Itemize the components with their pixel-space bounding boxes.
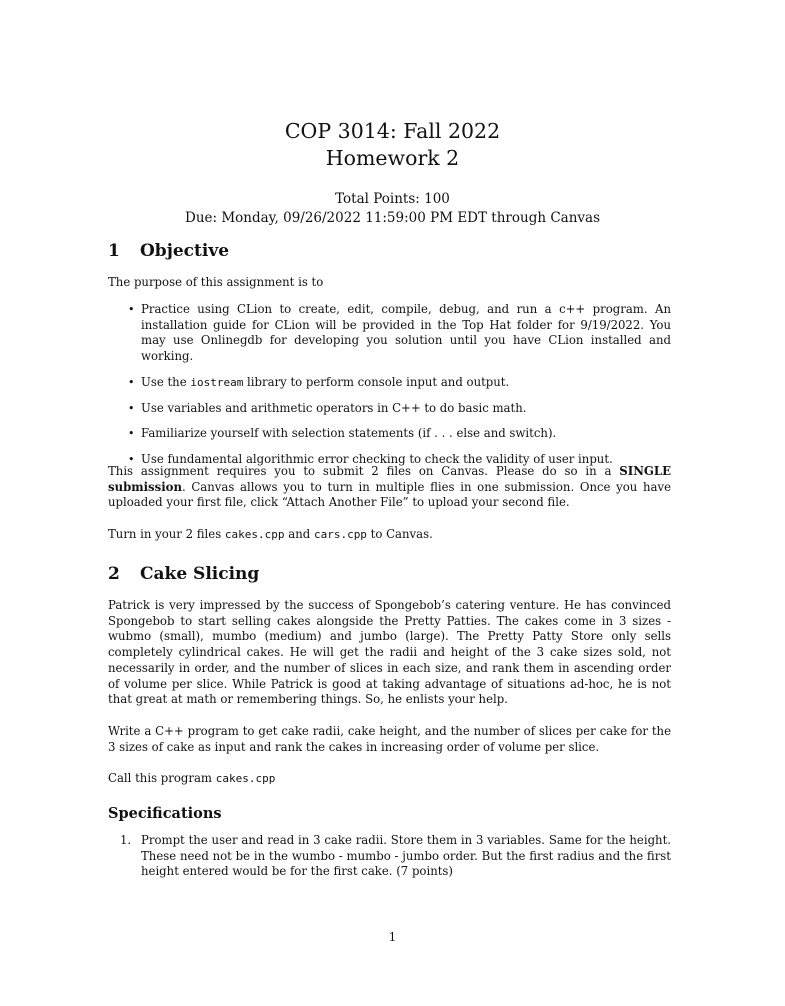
file-cakes-cpp: cakes.cpp xyxy=(224,528,285,541)
total-points: Total Points: 100 xyxy=(335,191,450,207)
document-title xyxy=(0,118,785,172)
bullet-text-post: library to perform console input and output. xyxy=(243,374,510,389)
file-cakes-cpp: cakes.cpp xyxy=(215,772,276,785)
bullet-icon: • xyxy=(128,427,135,441)
bullet-icon: • xyxy=(128,375,135,389)
title-course: COP 3014: Fall 2022 xyxy=(284,119,501,143)
list-item xyxy=(108,426,671,442)
turn-in-instructions xyxy=(108,527,671,543)
submit-text-post: . Canvas allows you to turn in multiple flies in one submission. Once you have uploaded your first file, click “Attach Another File” to upload your second file. xyxy=(108,479,671,510)
turnin-text-pre: Turn in your 2 files xyxy=(108,527,225,541)
document-meta xyxy=(0,190,785,228)
objective-intro: The purpose of this assignment is to xyxy=(108,275,324,289)
list-item xyxy=(108,401,671,417)
submit-text-pre: This assignment requires you to submit 2 files on Canvas. Please do so in a xyxy=(108,464,620,478)
due-date: Due: Monday, 09/26/2022 11:59:00 PM EDT through Canvas xyxy=(185,210,600,226)
specifications-heading: Specifications xyxy=(108,805,222,822)
call-text-pre: Call this program xyxy=(108,771,216,785)
section-number: 2 xyxy=(108,564,120,584)
section-number: 1 xyxy=(108,241,120,261)
item-number: 1. xyxy=(120,833,132,847)
page-number: 1 xyxy=(388,930,397,944)
bullet-text: Familiarize yourself with selection statements (if . . . else and switch). xyxy=(141,426,557,441)
bullet-icon: • xyxy=(128,452,135,466)
section-cake-heading xyxy=(108,564,259,584)
item-text: Prompt the user and read in 3 cake radii. Store them in 3 variables. Same for the height. These need not be in the wumbo - mumbo - jumbo order. But the first radius and the first height entered would be for the first cake. (7 points) xyxy=(141,833,671,879)
bullet-text: Use variables and arithmetic operators in C++ to do basic math. xyxy=(141,400,527,415)
submission-instructions xyxy=(108,464,671,511)
bullet-icon: • xyxy=(128,303,135,316)
turnin-text-post: to Canvas. xyxy=(366,527,433,541)
cake-task-paragraph: Write a C++ program to get cake radii, cake height, and the number of slices per cake for the 3 sizes of cake as input and rank the cakes in increasing order of volume per slice. xyxy=(108,724,671,754)
title-homework: Homework 2 xyxy=(325,146,460,170)
cake-story-paragraph: Patrick is very impressed by the success of Spongebob’s catering venture. He has convinced Spongebob to start selling cakes alongside the Pretty Patties. The cakes come in 3 sizes - wubmo (small), mumbo (medium) and jumbo (large). The Pretty Patty Store only sells completely cylindrical cakes. He will get the radii and height of the 3 cake sizes sold, not necessarily in order, and the number of slices in each size, and rank them in ascending order of volume per slice. While Patrick is good at taking advantage of situations ad-hoc, he is not that great at math or remembering things. So, he enlists your help. xyxy=(108,598,671,707)
bullet-icon: • xyxy=(128,401,135,415)
list-item xyxy=(108,302,671,365)
bullet-text: Use fundamental algorithmic error checking to check the validity of user input. xyxy=(141,451,613,466)
specifications-list xyxy=(108,833,671,880)
bullet-text: Practice using CLion to create, edit, compile, debug, and run a c++ program. An installation guide for CLion will be provided in the Top Hat folder for 9/19/2022. You may use Onlinegdb for developing you solution until you have CLion installed and working. xyxy=(141,302,671,364)
section-objective-heading xyxy=(108,241,229,261)
turnin-text-mid: and xyxy=(284,527,314,541)
code-iostream: iostream xyxy=(190,375,244,389)
file-cars-cpp: cars.cpp xyxy=(313,528,367,541)
section-title: Cake Slicing xyxy=(140,564,260,584)
objective-bullet-list xyxy=(108,302,671,478)
cake-program-name xyxy=(108,771,671,787)
submit-emphasis: SINGLE submission xyxy=(108,464,671,494)
bullet-text-pre: Use the xyxy=(141,374,191,389)
section-title: Objective xyxy=(140,241,230,261)
list-item xyxy=(108,833,671,880)
list-item xyxy=(108,375,671,391)
